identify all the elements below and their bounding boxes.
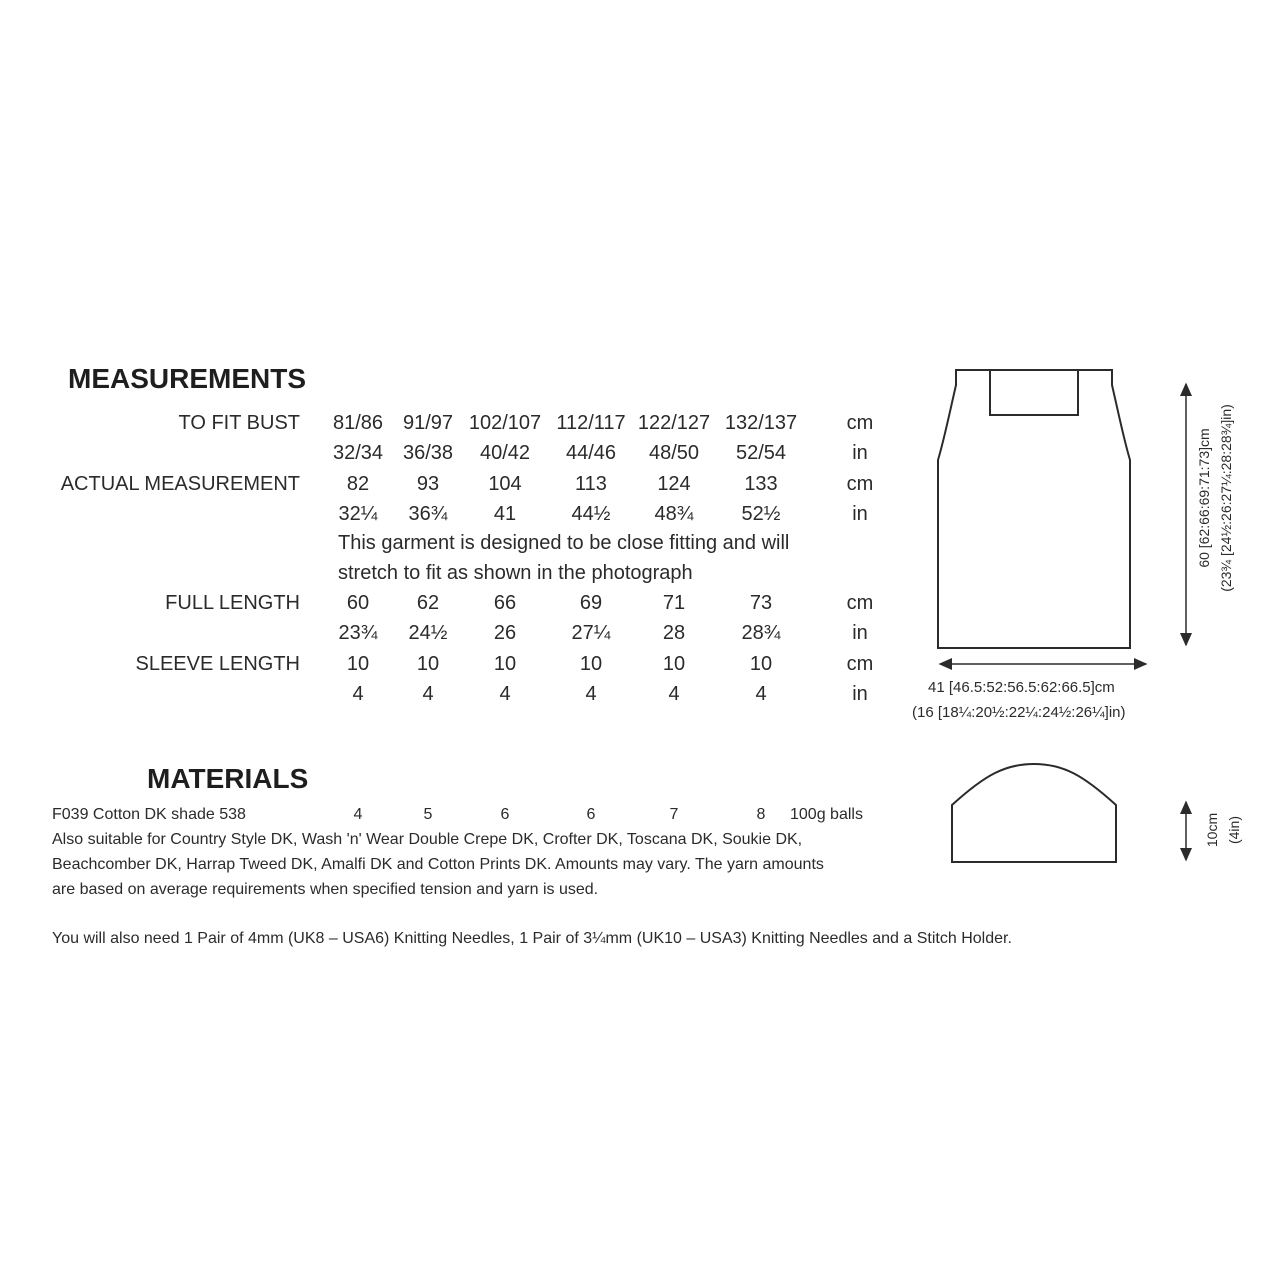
measurement-value: 66 [493, 592, 517, 614]
measurement-value: 24½ [408, 622, 448, 644]
yarn-label: F039 Cotton DK shade 538 [52, 806, 246, 823]
measurement-value: 36¾ [408, 503, 448, 525]
sleeve-in-label: (4in) [1226, 816, 1242, 845]
measurement-value: 28¾ [741, 622, 781, 644]
measurement-value: 60 [346, 592, 370, 614]
body-length-cm-label: 60 [62:66:69:71:73]cm [1196, 428, 1212, 568]
measurement-unit: cm [846, 592, 874, 614]
body-length-in-label: (23¾ [24½:26:27¼:28:28¾]in) [1218, 404, 1234, 592]
measurement-value: 4 [499, 683, 511, 705]
suitable-yarns-line-2: Beachcomber DK, Harrap Tweed DK, Amalfi DK and Cotton Prints DK. Amounts may vary. The yarn amounts [52, 856, 824, 873]
measurement-value: 10 [416, 653, 440, 675]
fit-note-line-2: stretch to fit as shown in the photograph [338, 562, 693, 584]
measurement-value: 4 [352, 683, 364, 705]
measurement-value: 44½ [571, 503, 611, 525]
measurement-value: 4 [422, 683, 434, 705]
sleeve-cm-label: 10cm [1204, 812, 1220, 848]
measurement-unit: in [852, 442, 868, 464]
measurement-value: 23¾ [338, 622, 378, 644]
measurement-unit: in [852, 683, 868, 705]
measurement-row-label: SLEEVE LENGTH [135, 653, 300, 675]
measurement-value: 112/117 [556, 412, 626, 434]
measurement-row-label: TO FIT BUST [178, 412, 300, 434]
measurement-value: 133 [744, 473, 778, 495]
measurement-value: 10 [749, 653, 773, 675]
yarn-amount: 6 [586, 806, 596, 823]
measurement-value: 36/38 [402, 442, 454, 464]
measurement-value: 41 [493, 503, 517, 525]
measurement-value: 102/107 [468, 412, 542, 434]
measurement-value: 91/97 [402, 412, 454, 434]
measurement-unit: cm [846, 473, 874, 495]
measurement-row-label: ACTUAL MEASUREMENT [60, 473, 300, 495]
measurement-value: 32¼ [338, 503, 378, 525]
needles-text: You will also need 1 Pair of 4mm (UK8 – USA6) Knitting Needles, 1 Pair of 3¼mm (UK10 – USA3) Knitting Needles and a Stitch Holder. [52, 930, 1012, 947]
measurement-value: 132/137 [724, 412, 798, 434]
measurement-unit: in [852, 622, 868, 644]
measurement-value: 28 [662, 622, 686, 644]
measurement-value: 104 [488, 473, 522, 495]
measurement-value: 124 [657, 473, 691, 495]
yarn-amount: 6 [500, 806, 510, 823]
yarn-amount: 4 [353, 806, 363, 823]
measurement-value: 40/42 [479, 442, 531, 464]
measurement-value: 69 [579, 592, 603, 614]
measurement-value: 52/54 [735, 442, 787, 464]
measurement-value: 81/86 [332, 412, 384, 434]
measurement-value: 27¼ [571, 622, 611, 644]
measurement-value: 44/46 [565, 442, 617, 464]
materials-heading: MATERIALS [147, 763, 309, 794]
measurement-value: 82 [346, 473, 370, 495]
measurement-value: 71 [662, 592, 686, 614]
sleeve-outline [952, 764, 1116, 862]
yarn-unit: 100g balls [790, 806, 863, 823]
measurement-row-label: FULL LENGTH [165, 592, 300, 614]
width-cm-label: 41 [46.5:52:56.5:62:66.5]cm [928, 679, 1115, 696]
suitable-yarns-line-3: are based on average requirements when specified tension and yarn is used. [52, 881, 599, 898]
measurement-value: 32/34 [332, 442, 384, 464]
measurement-value: 10 [662, 653, 686, 675]
measurement-value: 48/50 [648, 442, 700, 464]
measurement-value: 10 [579, 653, 603, 675]
measurement-value: 4 [668, 683, 680, 705]
measurement-value: 113 [575, 473, 607, 495]
measurement-value: 4 [585, 683, 597, 705]
measurement-value: 73 [749, 592, 773, 614]
measurement-value: 26 [493, 622, 517, 644]
measurement-value: 52½ [741, 503, 781, 525]
yarn-amount: 8 [756, 806, 766, 823]
measurement-unit: cm [846, 412, 874, 434]
suitable-yarns-line-1: Also suitable for Country Style DK, Wash 'n' Wear Double Crepe DK, Crofter DK, Toscana DK, Soukie DK, [52, 831, 803, 848]
measurement-value: 122/127 [637, 412, 711, 434]
body-outline [938, 370, 1130, 648]
measurement-value: 10 [493, 653, 517, 675]
fit-note-line-1: This garment is designed to be close fitting and will [338, 532, 790, 554]
neckline [990, 370, 1078, 415]
measurements-heading: MEASUREMENTS [68, 363, 307, 394]
measurement-value: 4 [755, 683, 767, 705]
yarn-amount: 5 [423, 806, 433, 823]
measurement-value: 93 [416, 473, 440, 495]
measurement-value: 10 [346, 653, 370, 675]
measurement-unit: in [852, 503, 868, 525]
measurement-value: 48¾ [654, 503, 694, 525]
measurement-value: 62 [416, 592, 440, 614]
width-in-label: (16 [18¼:20½:22¼:24½:26¼]in) [912, 704, 1126, 721]
measurement-unit: cm [846, 653, 874, 675]
yarn-amount: 7 [669, 806, 679, 823]
